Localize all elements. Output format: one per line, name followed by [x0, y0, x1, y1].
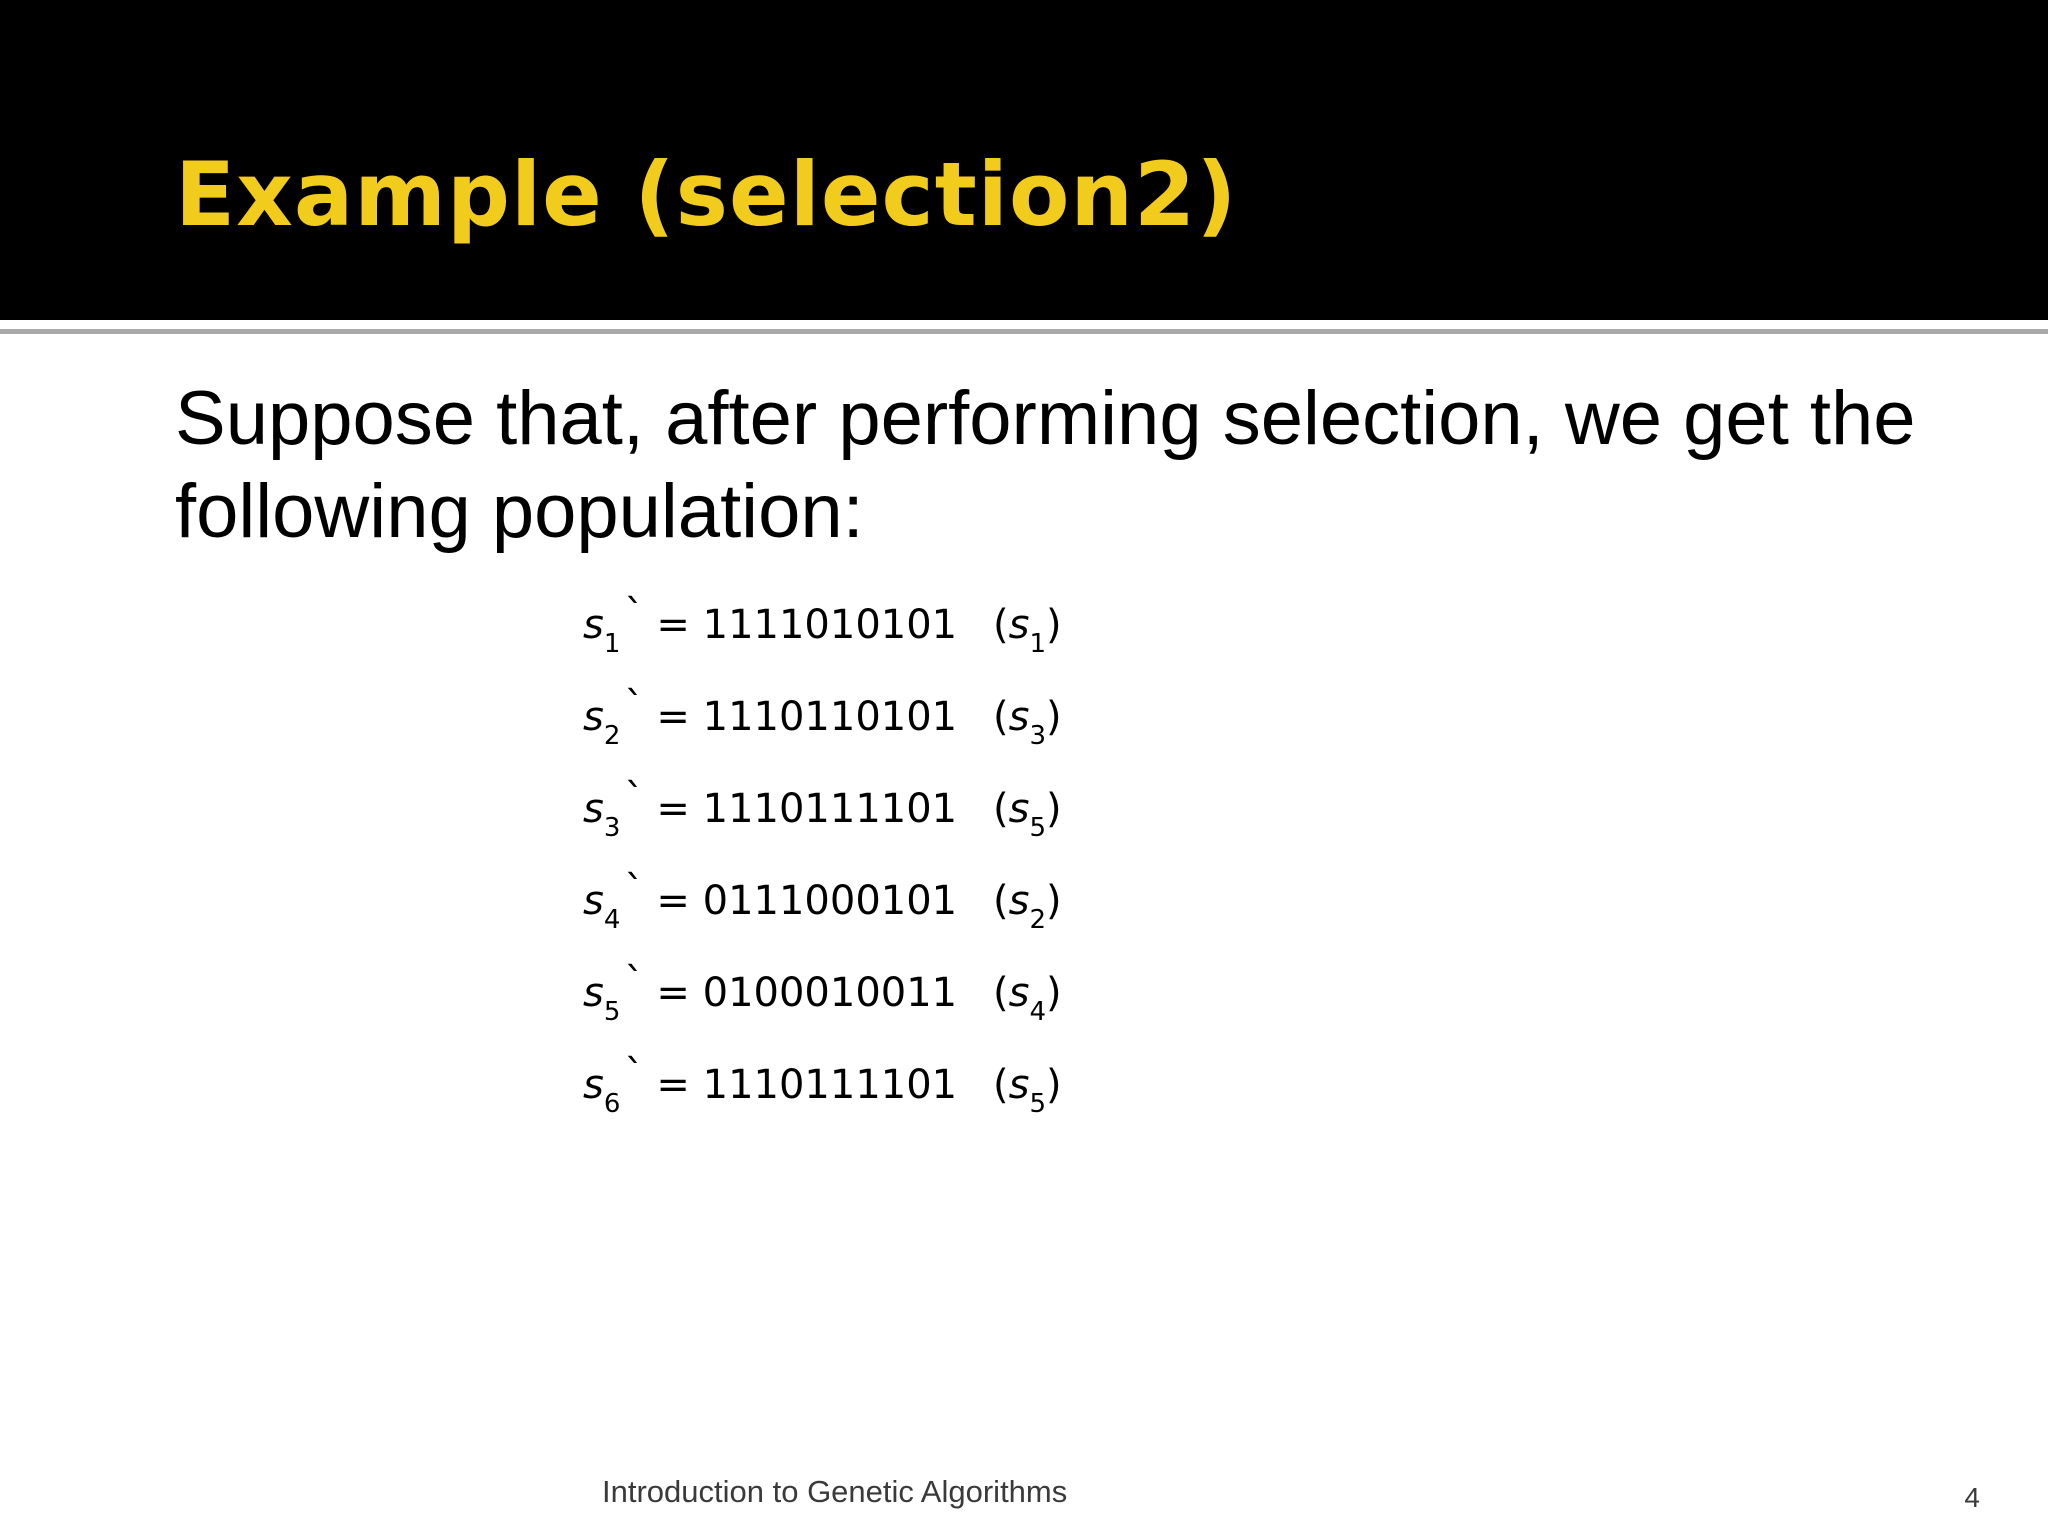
source-chromosome: [993, 786, 1062, 843]
prime-mark: `: [624, 868, 645, 914]
source-close-paren: ): [1046, 602, 1062, 648]
source-variable: s: [1008, 1062, 1030, 1108]
page-number: 4: [1964, 1482, 1980, 1513]
chromosome-variable: s: [583, 602, 604, 648]
prime-mark: `: [624, 592, 645, 638]
chromosome-value: = 0111000101: [656, 878, 958, 924]
chromosome-variable: s: [583, 970, 604, 1016]
chromosome-expression: [583, 1052, 958, 1119]
source-index: 2: [1029, 905, 1046, 935]
chromosome-variable: s: [583, 694, 604, 740]
source-open-paren: (: [993, 970, 1009, 1016]
title-bar: [0, 0, 2048, 320]
prime-mark: `: [624, 684, 645, 730]
source-chromosome: [993, 1062, 1062, 1119]
chromosome-value: = 1110110101: [656, 694, 958, 740]
chromosome-value: = 1110111101: [656, 786, 958, 832]
chromosome-value: = 1111010101: [656, 602, 958, 648]
source-variable: s: [1008, 602, 1030, 648]
source-close-paren: ): [1046, 1062, 1062, 1108]
title-divider: [0, 329, 2048, 334]
prime-mark: `: [624, 960, 645, 1006]
population-row: [583, 776, 1183, 868]
population-row: [583, 960, 1183, 1052]
source-index: 3: [1029, 721, 1046, 751]
intro-text: Suppose that, after performing selection, we get the following population:: [175, 376, 1916, 554]
source-open-paren: (: [993, 786, 1009, 832]
source-index: 5: [1029, 813, 1046, 843]
chromosome-expression: [583, 776, 958, 843]
source-close-paren: ): [1046, 878, 1062, 924]
source-open-paren: (: [993, 694, 1009, 740]
chromosome-index: 3: [603, 813, 621, 843]
source-variable: s: [1008, 786, 1030, 832]
chromosome-index: 1: [603, 629, 621, 659]
chromosome-index: 6: [603, 1089, 621, 1119]
source-chromosome: [993, 970, 1062, 1027]
chromosome-index: 5: [603, 997, 621, 1027]
population-row: [583, 684, 1183, 776]
source-chromosome: [993, 878, 1062, 935]
slide-title: Example (selection2): [175, 143, 1238, 246]
source-index: 5: [1029, 1089, 1046, 1119]
chromosome-expression: [583, 684, 958, 751]
chromosome-variable: s: [583, 878, 604, 924]
source-open-paren: (: [993, 1062, 1009, 1108]
source-index: 1: [1029, 629, 1046, 659]
chromosome-expression: [583, 592, 958, 659]
population-row: [583, 1052, 1183, 1144]
chromosome-variable: s: [583, 1062, 604, 1108]
source-close-paren: ): [1046, 786, 1062, 832]
footer-text: Introduction to Genetic Algorithms: [602, 1474, 1068, 1509]
population-row: [583, 592, 1183, 684]
prime-mark: `: [624, 776, 645, 822]
source-variable: s: [1008, 878, 1030, 924]
source-index: 4: [1029, 997, 1046, 1027]
chromosome-expression: [583, 960, 958, 1027]
source-variable: s: [1008, 970, 1030, 1016]
source-variable: s: [1008, 694, 1030, 740]
source-chromosome: [993, 602, 1062, 659]
source-close-paren: ): [1046, 970, 1062, 1016]
chromosome-index: 2: [603, 721, 621, 751]
prime-mark: `: [624, 1052, 645, 1098]
chromosome-index: 4: [603, 905, 621, 935]
chromosome-value: = 0100010011: [656, 970, 958, 1016]
population-row: [583, 868, 1183, 960]
chromosome-expression: [583, 868, 958, 935]
chromosome-value: = 1110111101: [656, 1062, 958, 1108]
source-close-paren: ): [1046, 694, 1062, 740]
population-list: [583, 592, 1183, 1144]
source-open-paren: (: [993, 878, 1009, 924]
chromosome-variable: s: [583, 786, 604, 832]
source-chromosome: [993, 694, 1062, 751]
source-open-paren: (: [993, 602, 1009, 648]
